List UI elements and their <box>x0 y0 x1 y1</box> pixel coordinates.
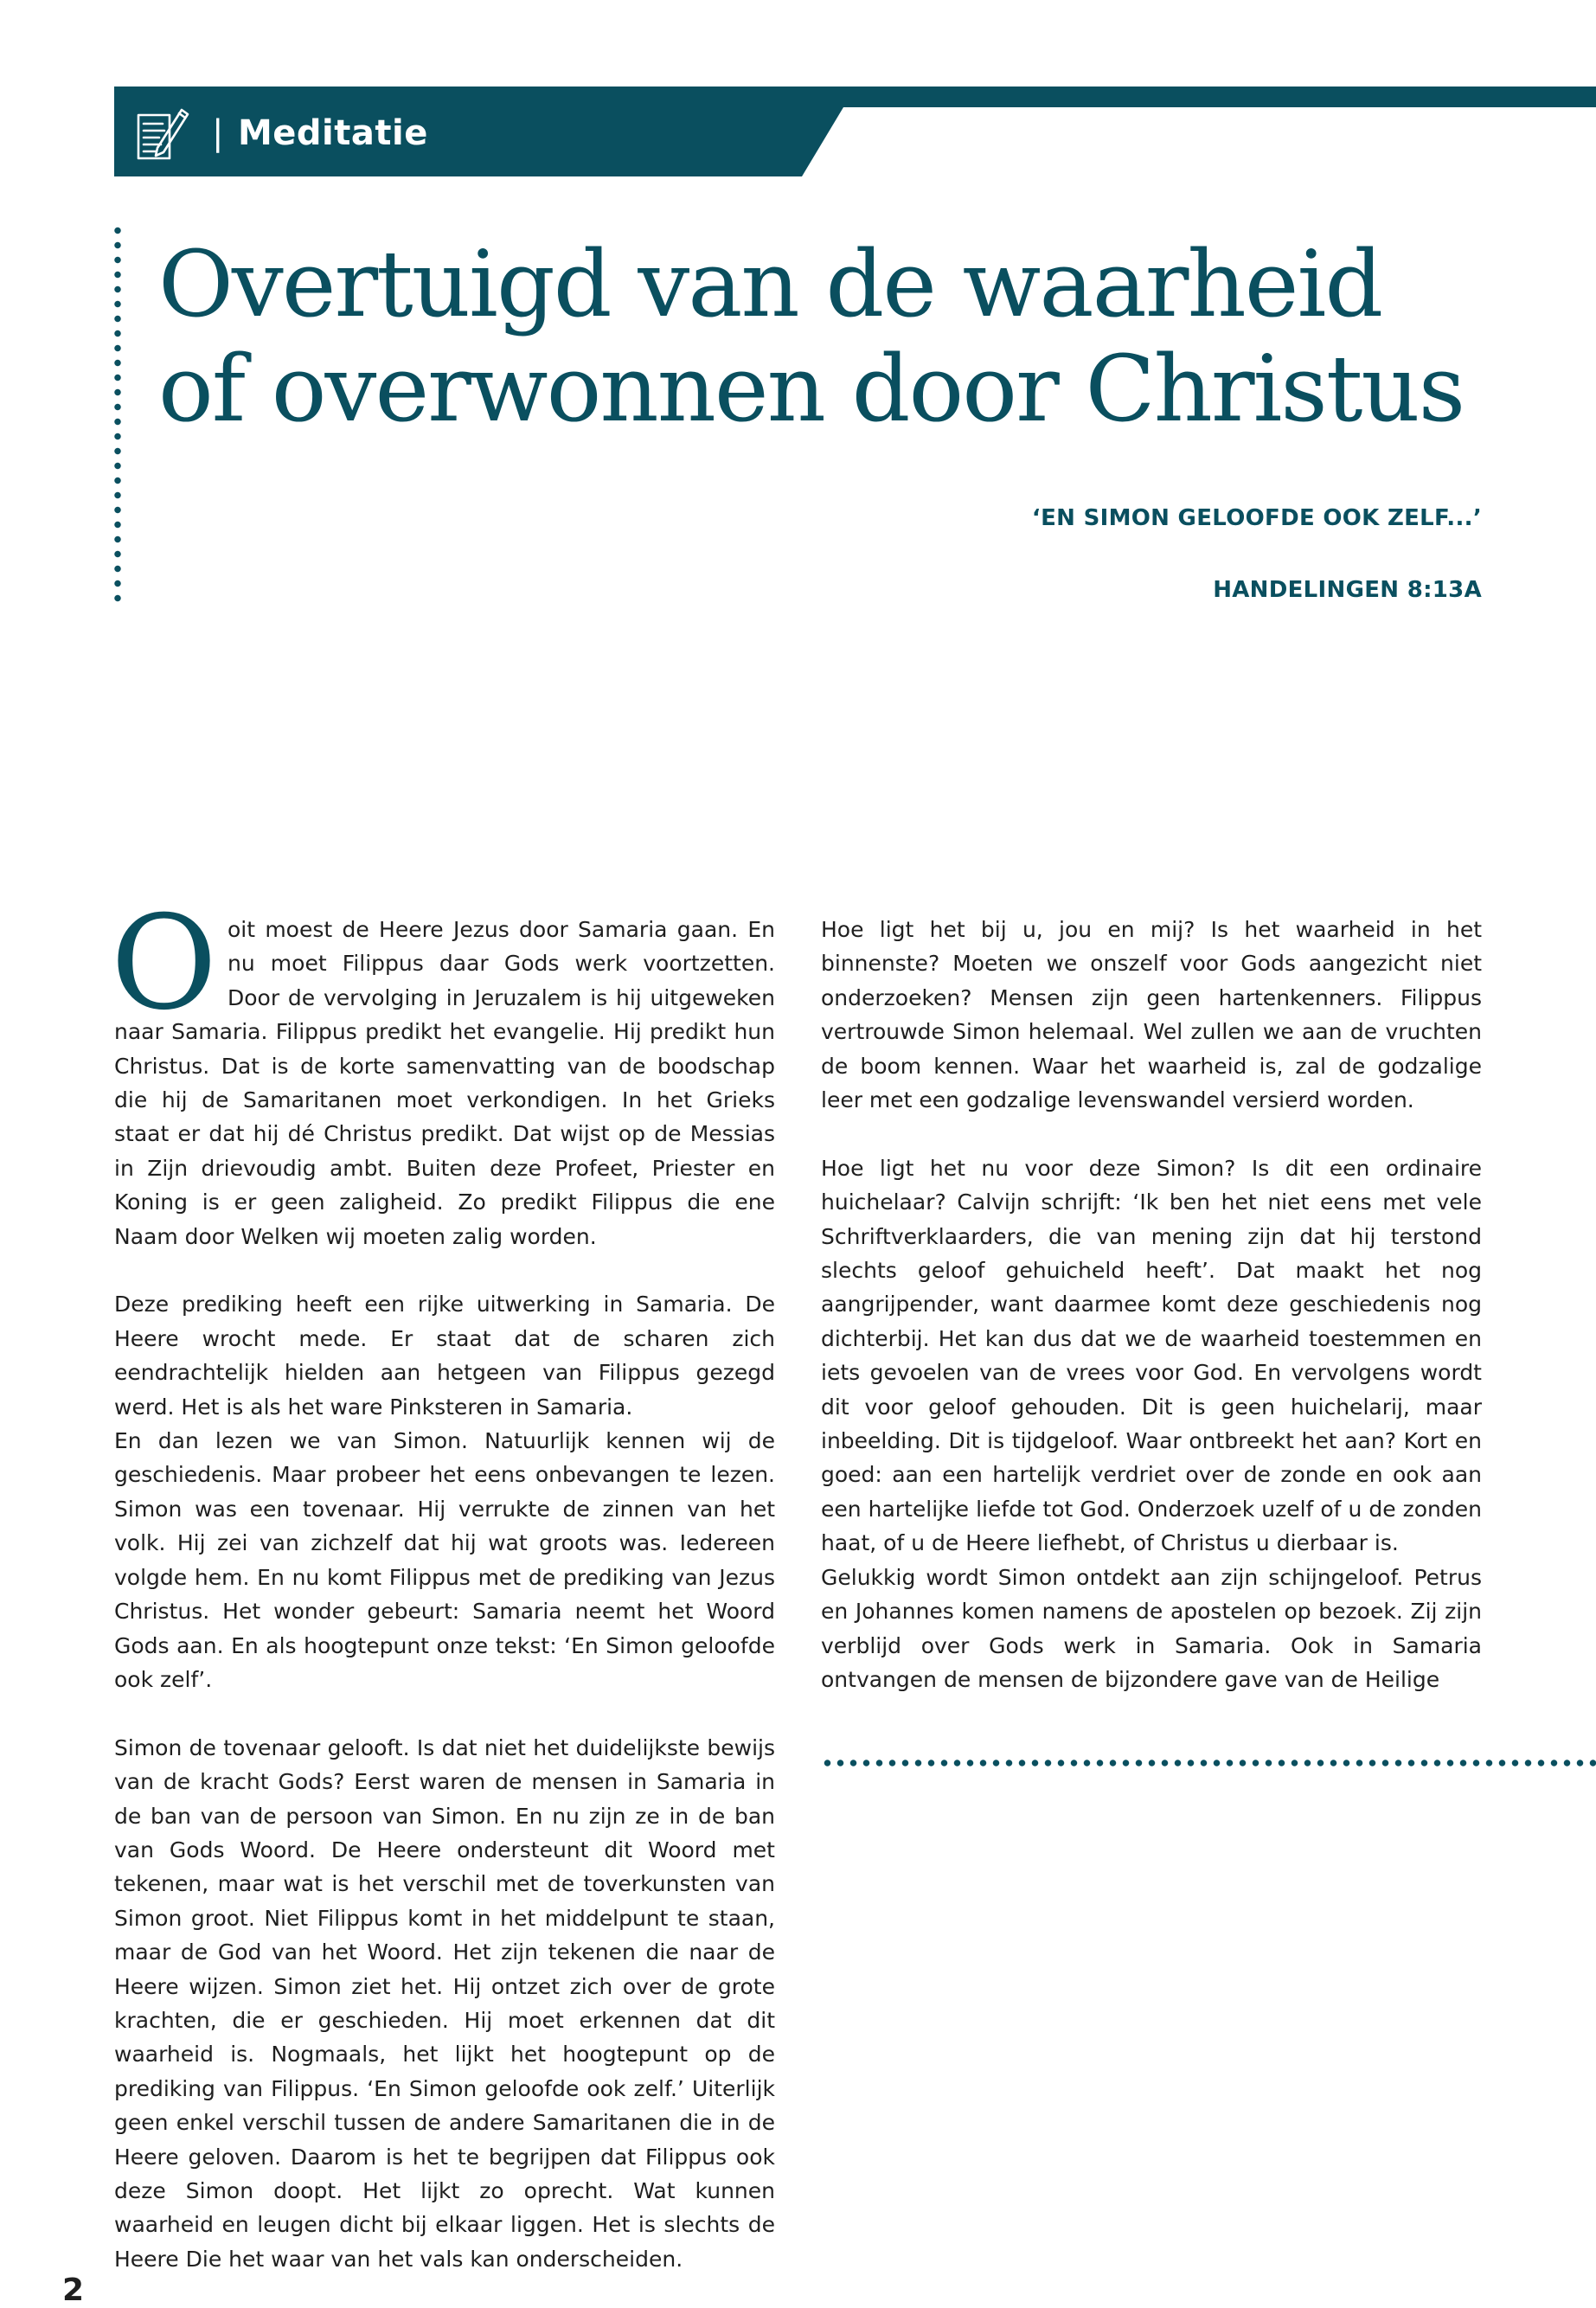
paragraph-2: Deze prediking heeft een rijke uitwerking in Samaria. De Heere wrocht mede. Er staat dat de scharen zich eendrachtelijk hielden aan hetgeen van Filippus gezegd werd. Het is als het ware Pinksteren in Samaria. <box>114 1292 775 1420</box>
section-label-text: Meditatie <box>237 113 428 153</box>
paragraph-1-text: oit moest de Heere Jezus door Samaria gaan. En nu moet Filippus daar Gods werk voortzetten. Door de vervolging in Jeruzalem is hij uitgeweken naar Samaria. Filippus predikt het evangelie. Hij predikt hun Christus. Dat is de korte samenvatting van de boodschap die hij de Samaritanen moet verkondigen. In het Grieks staat er dat hij dé Christus predikt. Dat wijst op de Messias in Zijn drievoudig ambt. Buiten deze Profeet, Priester en Koning is er geen zaligheid. Zo predikt Filippus die ene Naam door Welken wij moeten zalig worden. <box>114 917 775 1249</box>
section-label: | Meditatie <box>212 113 428 153</box>
paragraph-3: En dan lezen we van Simon. Natuurlijk kennen wij de geschiedenis. Maar probeer het eens onbevangen te lezen. Simon was een tovenaar. Hij verrukte de zinnen van het volk. Hij zei van zichzelf dat hij wat groots was. Iedereen volgde hem. En nu komt Filippus met de prediking van Jezus Christus. Het wonder gebeurt: Samaria neemt het Woord Gods aan. En als hoogtepunt onze tekst: ‘En Simon geloofde ook zelf’. <box>114 1428 775 1692</box>
paragraph-4: Simon de tovenaar gelooft. Is dat niet het duidelijkste bewijs van de kracht Gods? Eerst waren de mensen in Samaria in de ban van de persoon van Simon. En nu zijn ze in de ban van Gods Woord. De Heere ondersteunt dit Woord met tekenen, maar wat is het verschil met de toverkunsten van Simon groot. Niet Filippus komt in het middelpunt te staan, maar de God van het Woord. Het zijn tekenen die naar de Heere wijzen. Simon ziet het. Hij ontzet zich over de grote krachten, die er geschieden. Hij moet erkennen dat dit waarheid is. Nogmaals, het lijkt het hoogtepunt op de prediking van Filippus. ‘En Simon geloofde ook zelf.’ Uiterlijk geen enkel verschil tussen de andere Samaritanen die in de Heere geloven. Daarom is het te begrijpen dat Filippus ook deze Simon doopt. Het lijkt zo oprecht. Wat kunnen waarheid en leugen dicht bij elkaar liggen. Het is slechts de Heere Die het waar van het vals kan onderscheiden. <box>114 1734 775 2272</box>
body-column-left <box>111 888 775 2276</box>
body-column-right <box>821 913 1482 1696</box>
drop-cap: O <box>111 888 217 1039</box>
dotted-divider-horizontal <box>821 1759 1596 1767</box>
paragraph-7: Gelukkig wordt Simon ontdekt aan zijn schijngeloof. Petrus en Johannes komen namens de apostelen op bezoek. Zij zijn verblijd over Gods werk in Samaria. Ook in Samaria ontvangen de mensen de bijzondere gave van de Heilige <box>821 1564 1482 1692</box>
article-title <box>158 232 1542 441</box>
page-number: 2 <box>62 2273 85 2308</box>
title-line-1: Overtuigd van de waarheid <box>158 231 1382 337</box>
dotted-divider-vertical <box>113 223 122 606</box>
section-banner <box>114 87 1596 176</box>
scripture-quote: ‘EN SIMON GELOOFDE OOK ZELF...’ <box>1031 505 1482 531</box>
document-pen-icon <box>131 101 194 163</box>
scripture-reference: HANDELINGEN 8:13A <box>1213 577 1482 603</box>
title-line-2: of overwonnen door Christus <box>158 336 1465 442</box>
paragraph-6: Hoe ligt het nu voor deze Simon? Is dit een ordinaire huichelaar? Calvijn schrijft: ‘Ik ben het niet eens met vele Schriftverklaarders, die van mening zijn dat hij terstond slechts geloof gehuicheld heeft’. Dat maakt het nog aangrijpender, want daarmee komt deze geschiedenis nog dichterbij. Het kan dus dat we de waarheid toestemmen en iets gevoelen van de vrees voor God. En vervolgens wordt dit voor geloof gehouden. Dit is geen huichelarij, maar inbeelding. Dit is tijdgeloof. Waar ontbreekt het aan? Kort en goed: aan een hartelijk verdriet over de zonde en ook aan een hartelijke liefde tot God. Onderzoek uzelf of u de zonden haat, of u de Heere liefhebt, of Christus u dierbaar is. <box>821 1155 1482 1556</box>
paragraph-5: Hoe ligt het bij u, jou en mij? Is het waarheid in het binnenste? Moeten we onszelf voor Gods aangezicht niet onderzoeken? Mensen zijn geen hartenkenners. Filippus vertrouwde Simon helemaal. Wel zullen we aan de vruchten de boom kennen. Waar het waarheid is, zal de godzalige leer met een godzalige levenswandel versierd worden. <box>821 917 1482 1113</box>
paragraph-1 <box>111 888 775 1253</box>
